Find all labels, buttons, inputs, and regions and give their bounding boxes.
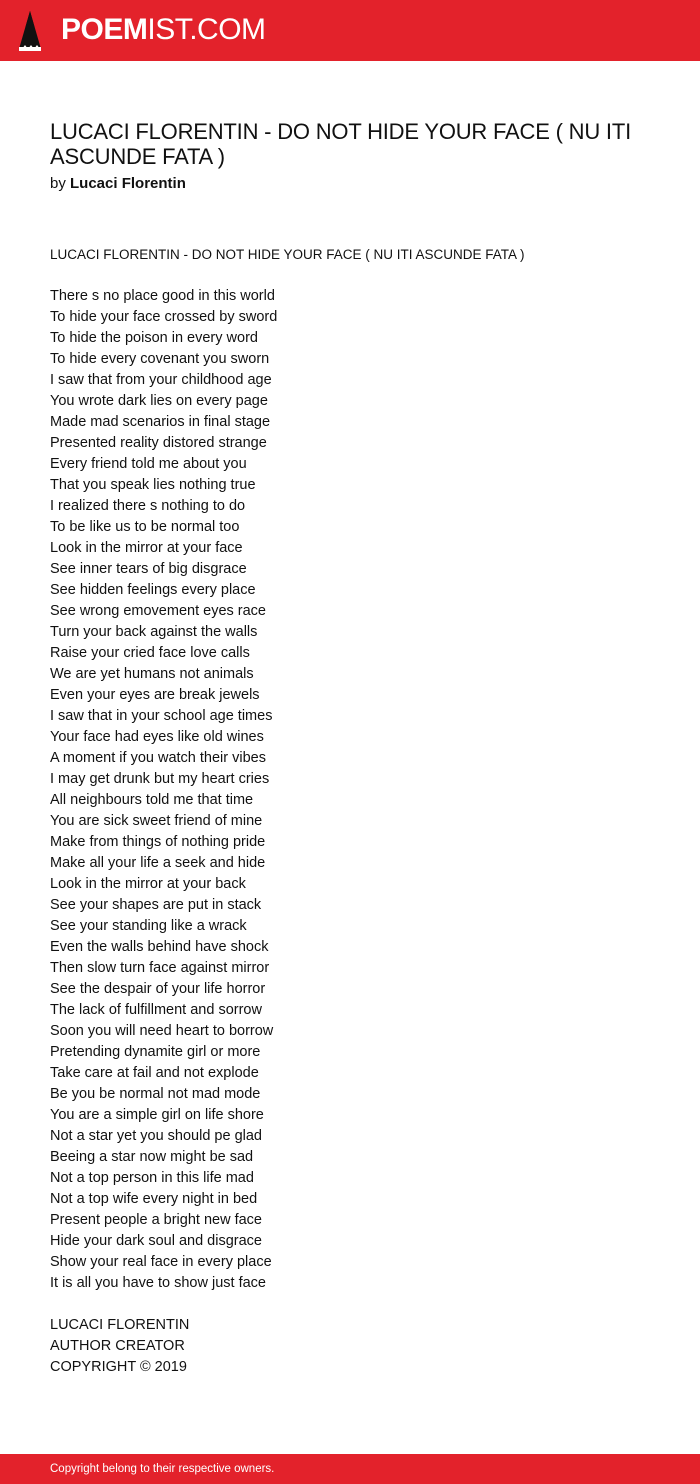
- poem-line: Even your eyes are break jewels: [50, 687, 260, 703]
- site-logo-link[interactable]: [61, 12, 266, 48]
- poem-line: I may get drunk but my heart cries: [50, 771, 270, 787]
- poem-line: See hidden feelings every place: [50, 582, 256, 598]
- poem-line: A moment if you watch their vibes: [50, 750, 266, 766]
- author-link[interactable]: Lucaci Florentin: [70, 175, 186, 192]
- poem-body-heading: LUCACI FLORENTIN - DO NOT HIDE YOUR FACE ( NU ITI ASCUNDE FATA ): [50, 247, 525, 262]
- copyright-notice: Copyright belong to their respective owners.: [50, 1463, 275, 1475]
- poem-line: You wrote dark lies on every page: [50, 393, 268, 409]
- poem-line: To hide the poison in every word: [50, 330, 258, 346]
- poem-line: Turn your back against the walls: [50, 624, 258, 640]
- poem-line: You are a simple girl on life shore: [50, 1107, 264, 1123]
- signature-line: COPYRIGHT © 2019: [50, 1359, 187, 1375]
- poem-line: To hide every covenant you sworn: [50, 351, 270, 367]
- poem-line: Then slow turn face against mirror: [50, 960, 270, 976]
- logo-bold-text: POEM: [61, 13, 148, 46]
- poem-line: We are yet humans not animals: [50, 666, 254, 682]
- by-label: by: [50, 175, 66, 192]
- poem-line: To be like us to be normal too: [50, 519, 240, 535]
- poem-line: I saw that from your childhood age: [50, 372, 272, 388]
- poem-line: To hide your face crossed by sword: [50, 309, 278, 325]
- poem-signature: [50, 1315, 189, 1378]
- poem-line: See wrong emovement eyes race: [50, 603, 266, 619]
- poem-line: Present people a bright new face: [50, 1212, 262, 1228]
- poem-line: See your shapes are put in stack: [50, 897, 262, 913]
- poem-line: Make from things of nothing pride: [50, 834, 266, 850]
- byline: [50, 174, 186, 194]
- poem-line: That you speak lies nothing true: [50, 477, 256, 493]
- poem-line: Every friend told me about you: [50, 456, 247, 472]
- poem-line: Hide your dark soul and disgrace: [50, 1233, 262, 1249]
- poem-line: Show your real face in every place: [50, 1254, 272, 1270]
- poem-line: Your face had eyes like old wines: [50, 729, 264, 745]
- poem-title: LUCACI FLORENTIN - DO NOT HIDE YOUR FACE ( NU ITI ASCUNDE FATA ): [50, 119, 631, 169]
- pencil-tip-icon[interactable]: [17, 9, 43, 53]
- poem-line: Look in the mirror at your back: [50, 876, 246, 892]
- poem-line: I realized there s nothing to do: [50, 498, 246, 514]
- poem-line: The lack of fulfillment and sorrow: [50, 1002, 262, 1018]
- poem-line: Not a star yet you should pe glad: [50, 1128, 262, 1144]
- poem-line: Not a top wife every night in bed: [50, 1191, 258, 1207]
- poem-body: [50, 286, 277, 1294]
- poem-line: It is all you have to show just face: [50, 1275, 266, 1291]
- poem-line: All neighbours told me that time: [50, 792, 254, 808]
- poem-line: There s no place good in this world: [50, 288, 275, 304]
- site-header: [0, 0, 700, 61]
- signature-line: LUCACI FLORENTIN: [50, 1317, 190, 1333]
- poem-line: Made mad scenarios in final stage: [50, 414, 271, 430]
- poem-line: Be you be normal not mad mode: [50, 1086, 261, 1102]
- poem-line: Look in the mirror at your face: [50, 540, 243, 556]
- poem-line: Pretending dynamite girl or more: [50, 1044, 261, 1060]
- poem-line: You are sick sweet friend of mine: [50, 813, 263, 829]
- poem-line: See your standing like a wrack: [50, 918, 247, 934]
- poem-line: I saw that in your school age times: [50, 708, 273, 724]
- site-footer: [0, 1454, 700, 1484]
- signature-line: AUTHOR CREATOR: [50, 1338, 185, 1354]
- poem-line: Take care at fail and not explode: [50, 1065, 259, 1081]
- poem-line: Beeing a star now might be sad: [50, 1149, 254, 1165]
- poem-line: Make all your life a seek and hide: [50, 855, 266, 871]
- logo-light-text: IST.COM: [147, 13, 266, 46]
- poem-line: Raise your cried face love calls: [50, 645, 250, 661]
- poem-line: See inner tears of big disgrace: [50, 561, 247, 577]
- poem-line: Not a top person in this life mad: [50, 1170, 254, 1186]
- poem-line: Even the walls behind have shock: [50, 939, 269, 955]
- poem-line: Presented reality distored strange: [50, 435, 267, 451]
- poem-line: Soon you will need heart to borrow: [50, 1023, 274, 1039]
- poem-line: See the despair of your life horror: [50, 981, 266, 997]
